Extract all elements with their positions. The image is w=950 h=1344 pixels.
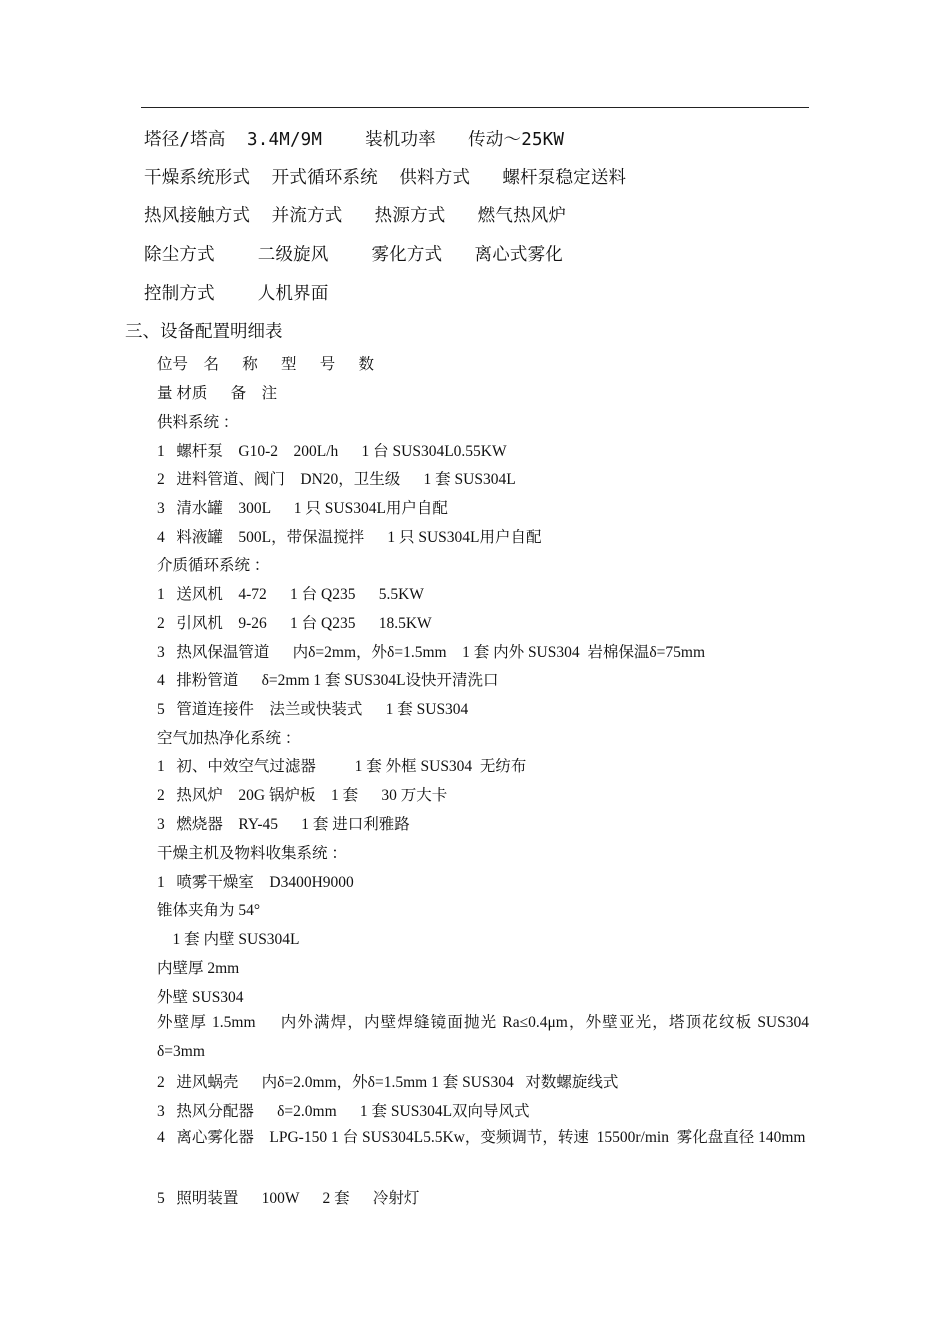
equipment-line: 5 照明装置 100W 2 套 冷射灯 [157,1190,420,1207]
spec-line: 干燥系统形式 开式循环系统 供料方式 螺杆泵稳定送料 [144,168,627,188]
group-title: 供料系统 ： [157,414,239,431]
equipment-detail-wrapped: 外壁厚 1.5mm 内外满焊，内壁焊缝镜面抛光 Ra≤0.4μm，外壁亚光，塔顶花纹板 SUS304 δ=3mm [157,1014,813,1060]
group-title: 空气加热净化系统 ： [157,730,301,747]
spec-line: 热风接触方式 并流方式 热源方式 燃气热风炉 [144,206,567,226]
equipment-line: 3 燃烧器 RY-45 1 套 进口利雅路 [157,816,410,833]
equipment-line: 5 管道连接件 法兰或快装式 1 套 SUS304 [157,701,469,718]
equipment-line: 2 进风蜗壳 内δ=2.0mm，外δ=1.5mm 1 套 SUS304 对数螺旋线式 [157,1074,619,1091]
equipment-detail: 外壁 SUS304 [157,989,244,1006]
spec-line: 控制方式 人机界面 [144,284,329,304]
table-header-line: 量 材质 备 注 [157,385,278,402]
equipment-line: 1 初、中效空气过滤器 1 套 外框 SUS304 无纺布 [157,758,527,775]
equipment-detail: 1 套 内壁 SUS304L [157,931,300,948]
table-header-line: 位号 名 称 型 号 数 [157,356,375,373]
equipment-line: 1 喷雾干燥室 D3400H9000 [157,874,354,891]
group-title: 介质循环系统 ： [157,557,270,574]
spec-line: 除尘方式 二级旋风 雾化方式 离心式雾化 [144,245,563,265]
equipment-line: 4 排粉管道 δ=2mm 1 套 SUS304L设快开清洗口 [157,672,499,689]
equipment-detail: 内壁厚 2mm [157,960,240,977]
equipment-line-wrapped: 4 离心雾化器 LPG-150 1 台 SUS304L5.5Kw，变频调节，转速 15500r/min 雾化盘直径 140mm [157,1129,806,1146]
equipment-line: 2 引风机 9-26 1 台 Q235 18.5KW [157,615,432,632]
equipment-line: 2 热风炉 20G 锅炉板 1 套 30 万大卡 [157,787,448,804]
equipment-line: 1 螺杆泵 G10-2 200L/h 1 台 SUS304L0.55KW [157,443,507,460]
equipment-line: 2 进料管道、阀门 DN20，卫生级 1 套 SUS304L [157,471,516,488]
header-rule [141,107,809,108]
section-heading: 三、设备配置明细表 [125,322,283,342]
equipment-line: 3 热风分配器 δ=2.0mm 1 套 SUS304L双向导风式 [157,1103,530,1120]
spec-line: 塔径/塔高 3.4M/9M 装机功率 传动～25KW [144,130,565,150]
equipment-line: 3 清水罐 300L 1 只 SUS304L用户自配 [157,500,448,517]
equipment-line: 3 热风保温管道 内δ=2mm，外δ=1.5mm 1 套 内外 SUS304 岩棉保温δ=75mm [157,644,706,661]
group-title: 干燥主机及物料收集系统 ： [157,845,347,862]
equipment-detail: 锥体夹角为 54° [157,902,261,919]
equipment-line: 4 料液罐 500L，带保温搅拌 1 只 SUS304L用户自配 [157,529,542,546]
equipment-line: 1 送风机 4-72 1 台 Q235 5.5KW [157,586,424,603]
